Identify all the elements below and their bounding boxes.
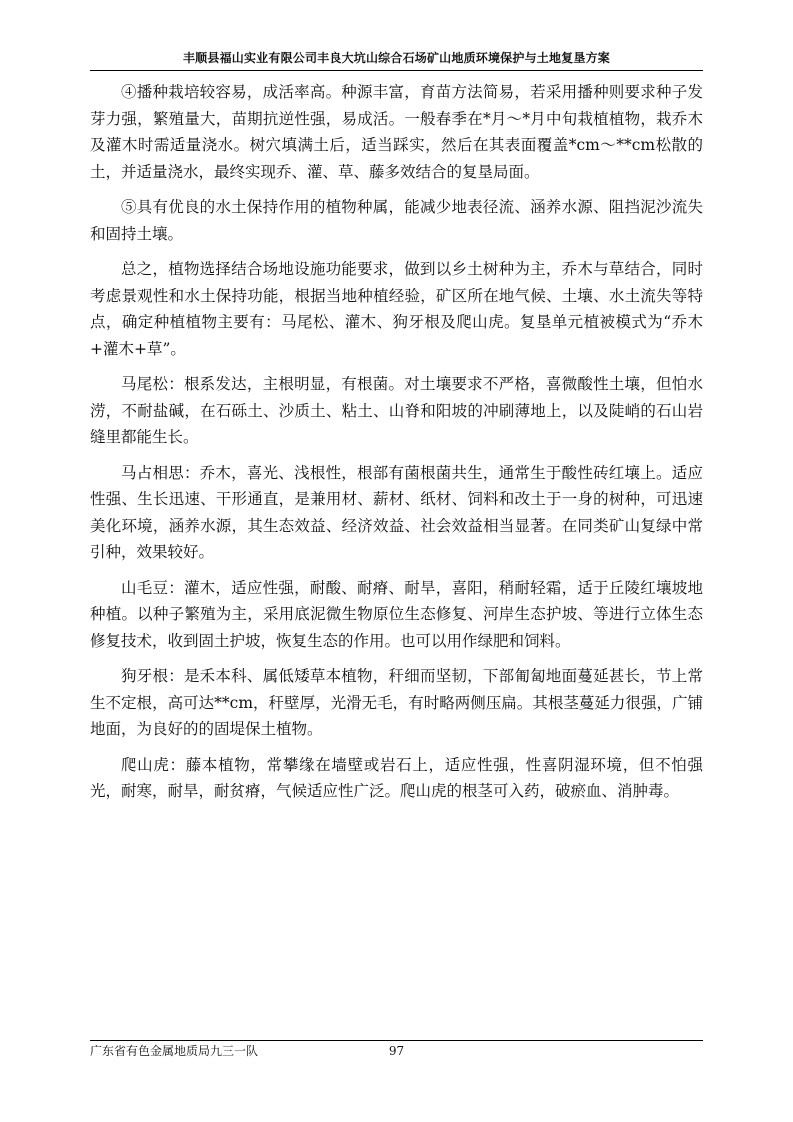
paragraph-acacia-mangium: 马占相思：乔木，喜光、浅根性，根部有菌根菌共生，通常生于酸性砖红壤上。适应性强、生长迅速、干形通直，是兼用材、薪材、纸材、饲料和改土于一身的树种，可迅速美化环境，涵养水源，其生态效益、经济效益、社会效益相当显著。在同类矿山复绿中常引种，效果较好。 [90, 463, 703, 561]
paragraph-summary: 总之，植物选择结合场地设施功能要求，做到以乡土树种为主，乔木与草结合，同时考虑景观性和水土保持功能，根据当地种植经验，矿区所在地气候、土壤、水土流失等特点，确定种植植物主要有：马尾松、灌木、狗牙根及爬山虎。复垦单元植被模式为“乔木+灌木+草”。 [90, 260, 703, 358]
paragraph-soil-conservation: ⑤具有优良的水土保持作用的植物种属，能减少地表径流、涵养水源、阻挡泥沙流失和固持土壤。 [90, 198, 703, 243]
paragraph-masson-pine: 马尾松：根系发达，主根明显，有根菌。对土壤要求不严格，喜微酸性土壤，但怕水涝，不耐盐碱，在石砾土、沙质土、粘土、山脊和阳坡的冲刷薄地上，以及陡峭的石山岩缝里都能生长。 [90, 375, 703, 446]
paragraph-sowing-cultivation: ④播种栽培较容易，成活率高。种源丰富，育苗方法简易，若采用播种则要求种子发芽力强，繁殖量大，苗期抗逆性强，易成活。一般春季在*月～*月中旬栽植植物，栽乔木及灌木时需适量浇水。树穴填满土后，适当踩实，然后在其表面覆盖*cm～**cm松散的土，并适量浇水，最终实现乔、灌、草、藤多效结合的复垦局面。 [90, 83, 703, 181]
page-number: 97 [388, 1044, 405, 1058]
paragraph-tephrosia: 山毛豆：灌木，适应性强，耐酸、耐瘠、耐旱，喜阳，稍耐轻霜，适于丘陵红壤坡地种植。以种子繁殖为主，采用底泥微生物原位生态修复、河岸生态护坡、等进行立体生态修复技术，收到固土护坡，恢复生态的作用。也可以用作绿肥和饲料。 [90, 578, 703, 650]
page-header-title: 丰顺县福山实业有限公司丰良大坑山综合石场矿山地质环境保护与土地复垦方案 [182, 51, 610, 65]
paragraph-boston-ivy: 爬山虎：藤本植物，常攀缘在墙壁或岩石上，适应性强，性喜阴湿环境，但不怕强光，耐寒，耐旱，耐贫瘠，气候适应性广泛。爬山虎的根茎可入药，破瘀血、消肿毒。 [90, 755, 703, 800]
document-body [90, 79, 703, 814]
footer-divider [90, 1040, 703, 1041]
paragraph-bermuda-grass: 狗牙根：是禾本科、属低矮草本植物，秆细而坚韧，下部匍匐地面蔓延甚长，节上常生不定根，高可达**cm，秆壁厚，光滑无毛，有时略两侧压扁。其根茎蔓延力很强，广铺地面，为良好的的固堤保土植物。 [90, 667, 703, 738]
footer-organization: 广东省有色金属地质局九三一队 [90, 1044, 259, 1058]
header-divider [90, 70, 703, 71]
